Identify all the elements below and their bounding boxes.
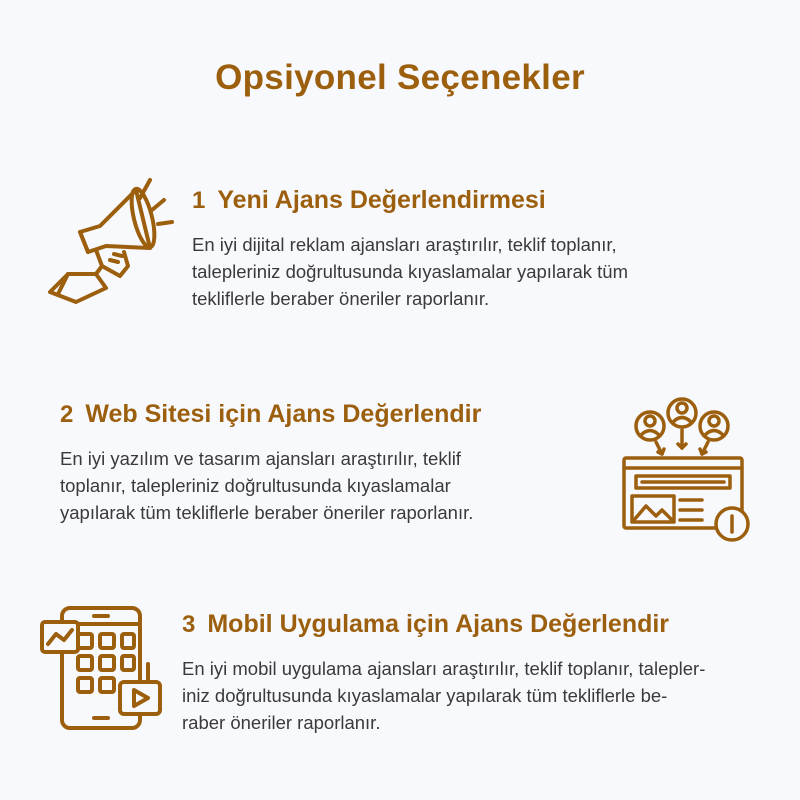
section-1-description	[192, 231, 628, 312]
section-3-title: Mobil Uygulama için Ajans Değerlendir	[207, 610, 670, 638]
section-1-line-3: tekliflerle beraber öneriler raporlanır.	[192, 288, 490, 309]
section-3-line-3: raber öneriler raporlanır.	[182, 712, 381, 733]
section-2-heading	[60, 400, 481, 429]
section-3-description	[182, 655, 705, 736]
section-1-heading	[192, 186, 628, 215]
section-3-number: 3	[182, 611, 196, 638]
section-2-title: Web Sitesi için Ajans Değerlendir	[85, 400, 482, 428]
megaphone-icon	[40, 170, 180, 310]
section-1-line-2: talepleriniz doğrultusunda kıyaslamalar yapılarak tüm	[192, 261, 628, 282]
mobile-app-icon	[38, 604, 168, 734]
section-1-line-1: En iyi dijital reklam ajansları araştırılır, teklif toplanır,	[192, 234, 617, 255]
section-3-heading	[182, 610, 705, 639]
page-title: Opsiyonel Seçenekler	[215, 58, 585, 97]
section-2-line-2: toplanır, talepleriniz doğrultusunda kıyaslamalar	[60, 475, 451, 496]
section-2-line-3: yapılarak tüm tekliflerle beraber öneriler raporlanır.	[60, 502, 474, 523]
section-1	[192, 186, 628, 312]
section-1-number: 1	[192, 187, 206, 214]
section-2	[60, 400, 481, 526]
section-2-line-1: En iyi yazılım ve tasarım ajansları araştırılır, teklif	[60, 448, 461, 469]
section-3-line-2: iniz doğrultusunda kıyaslamalar yapılarak tüm tekliflerle be-	[182, 685, 668, 706]
section-3-line-1: En iyi mobil uygulama ajansları araştırılır, teklif toplanır, talepler-	[182, 658, 706, 679]
website-users-icon	[616, 396, 756, 546]
section-2-description	[60, 445, 481, 526]
section-2-number: 2	[60, 401, 74, 428]
section-3	[182, 610, 705, 736]
section-1-title: Yeni Ajans Değerlendirmesi	[217, 186, 546, 214]
